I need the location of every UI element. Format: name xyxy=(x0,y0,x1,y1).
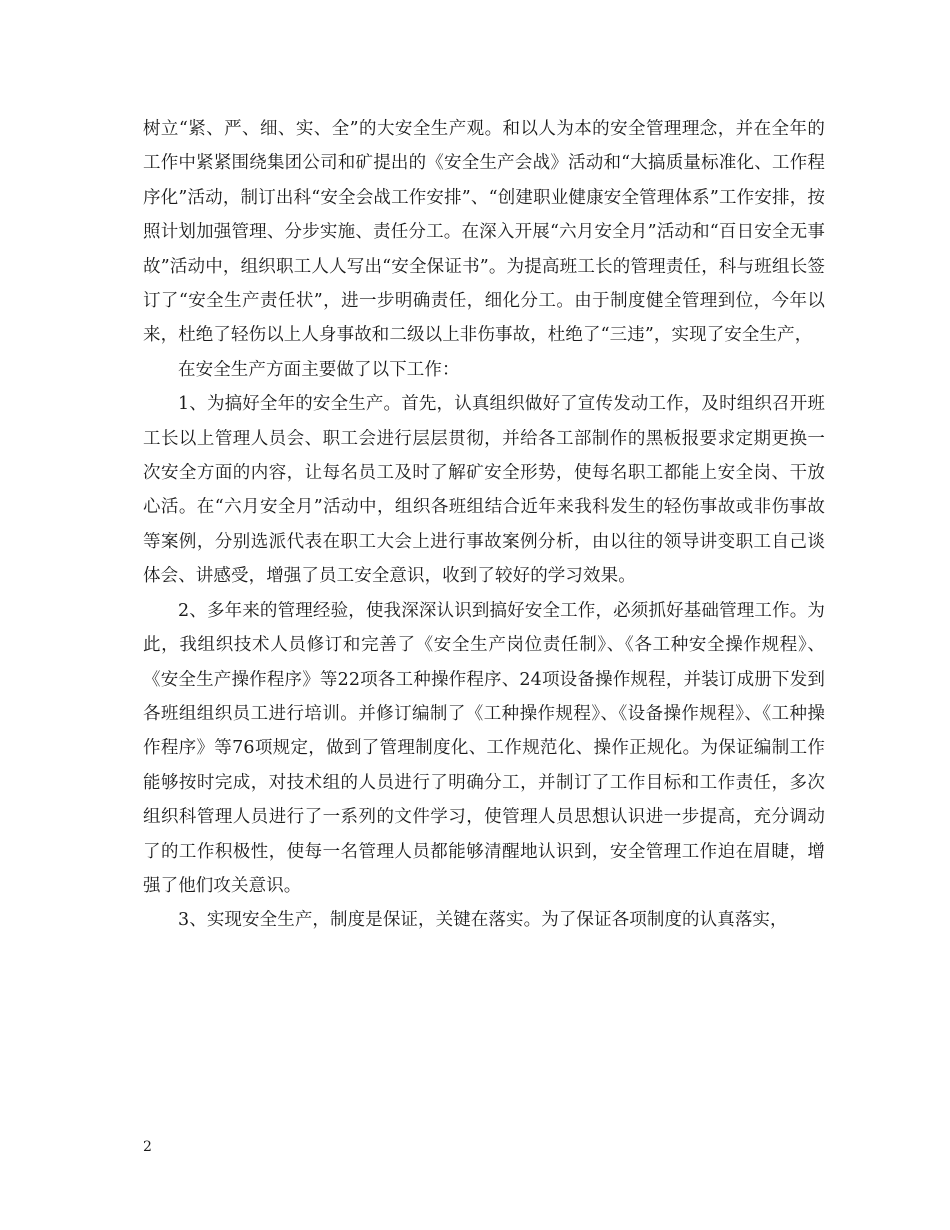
paragraph-item-1: 1、为搞好全年的安全生产。首先，认真组织做好了宣传发动工作，及时组织召开班工长以上管理人员会、职工会进行层层贯彻，并给各工部制作的黑板报要求定期更换一次安全方面的内容，让每名员工及时了解矿安全形势，使每名职工都能上安全岗、干放心活。在“六月安全月”活动中，组织各班组结合近年来我科发生的轻伤事故或非伤事故等案例，分别选派代表在职工大会上进行事故案例分析，由以往的领导讲变职工自己谈体会、讲感受，增强了员工安全意识，收到了较好的学习效果。 xyxy=(143,394,825,587)
paragraph-item-3: 3、实现安全生产，制度是保证，关键在落实。为了保证各项制度的认真落实， xyxy=(178,910,788,931)
paragraph-item-2: 2、多年来的管理经验，使我深深认识到搞好安全工作，必须抓好基础管理工作。为此，我组织技术人员修订和完善了《安全生产岗位责任制》、《各工种安全操作规程》、《安全生产操作程序》等22项各工种操作程序、24项设备操作规程，并装订成册下发到各班组组织员工进行培训。并修订编制了《工种操作规程》、《设备操作规程》、《工种操作程序》等76项规定，做到了管理制度化、工作规范化、操作正规化。为保证编制工作能够按时完成，对技术组的人员进行了明确分工，并制订了工作目标和工作责任，多次组织科管理人员进行了一系列的文件学习，使管理人员思想认识进一步提高，充分调动了的工作积极性，使每一名管理人员都能够清醒地认识到，安全管理工作迫在眉睫，增强了他们攻关意识。 xyxy=(143,600,825,896)
paragraph-main-work-intro: 在安全生产方面主要做了以下工作： xyxy=(178,359,460,380)
page-number: 2 xyxy=(143,1139,152,1155)
document-body xyxy=(143,112,825,938)
paragraph-safety-concept: 树立“紧、严、细、实、全”的大安全生产观。和以人为本的安全管理理念，并在全年的工作中紧紧围绕集团公司和矿提出的《安全生产会战》活动和“大搞质量标准化、工作程序化”活动，制订出科“安全会战工作安排”、“创建职业健康安全管理体系”工作安排，按照计划加强管理、分步实施、责任分工。在深入开展“六月安全月”活动和“百日安全无事故”活动中，组织职工人人写出“安全保证书”。为提高班工长的管理责任，科与班组长签订了“安全生产责任状”，进一步明确责任，细化分工。由于制度健全管理到位，今年以来，杜绝了轻伤以上人身事故和二级以上非伤事故，杜绝了“三违”，实现了安全生产， xyxy=(143,119,825,346)
